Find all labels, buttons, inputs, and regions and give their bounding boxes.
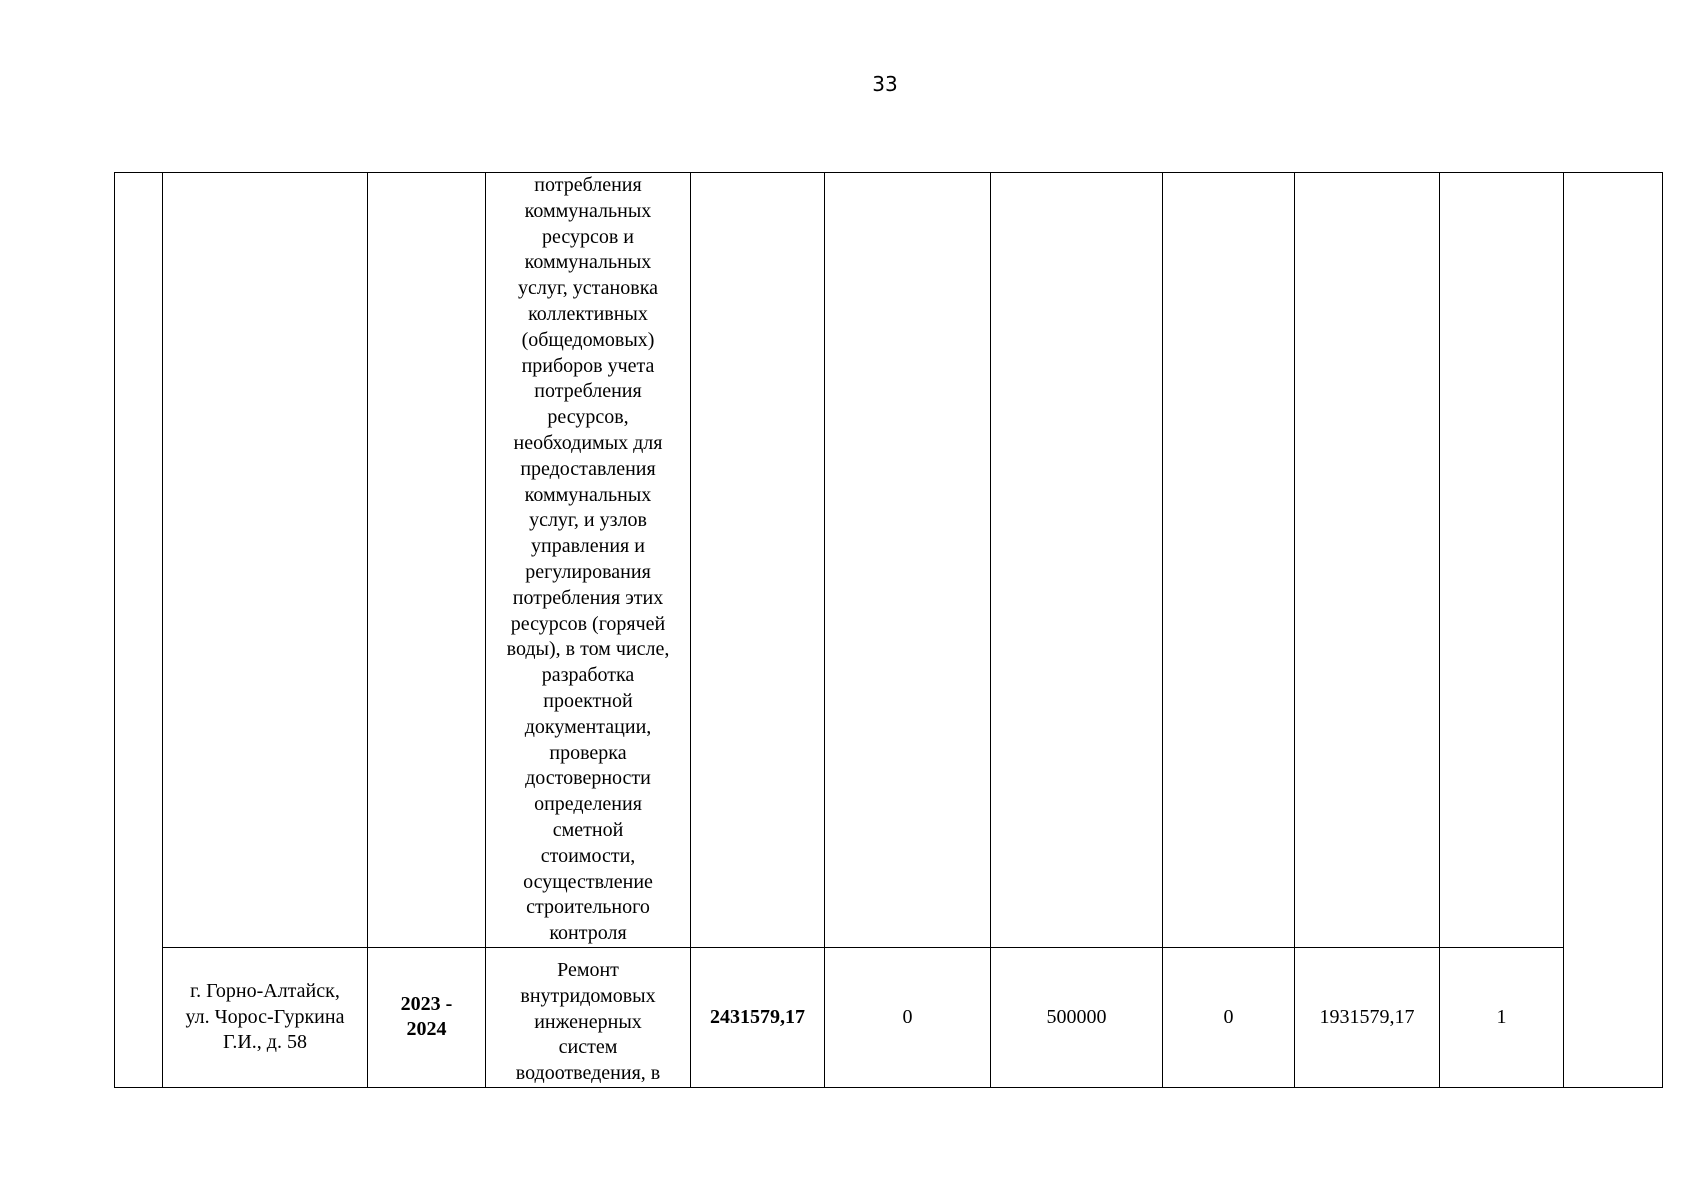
col-7-cell: 0 [1163, 947, 1295, 1087]
total-cost-cell: 2431579,17 [691, 947, 825, 1087]
col-7-cell-empty [1163, 173, 1295, 948]
col-9-cell: 1 [1440, 947, 1564, 1087]
col-9-cell-empty [1440, 173, 1564, 948]
total-cost-cell-empty [691, 173, 825, 948]
work-description-continued: потребления коммунальных ресурсов и коммунальных услуг, установка коллективных (общедомовых) приборов учета потребления ресурсов, необходимых для предоставления коммунальных услуг, и узлов управления и регулирования потребления этих ресурсов (горячей воды), в том числе, разработка проектной документации, проверка достоверности определения сметной стоимости, осуществление строительного контроля [506, 174, 670, 945]
table-row [115, 947, 1663, 1087]
work-description-cell [486, 173, 691, 948]
period-cell-empty [368, 173, 486, 948]
period-cell [368, 947, 486, 1087]
table-row-continued [115, 173, 1663, 948]
period-text: 2023 - 2024 [400, 992, 453, 1041]
col-5-cell-empty [825, 173, 991, 948]
col-6-cell-empty [991, 173, 1163, 948]
last-column-cell [1564, 173, 1663, 1088]
col-5-cell: 0 [825, 947, 991, 1087]
page-number: 33 [872, 72, 898, 96]
program-table [114, 172, 1663, 1088]
address-text: г. Горно-Алтайск, ул. Чорос-Гуркина Г.И., д. 58 [185, 979, 345, 1054]
col-6-cell: 500000 [991, 947, 1163, 1087]
index-cell [115, 173, 163, 1088]
work-description-text: Ремонт внутридомовых инженерных систем водоотведения, в [515, 958, 661, 1085]
work-description-cell [486, 947, 691, 1087]
address-cell [163, 947, 368, 1087]
col-8-cell-empty [1295, 173, 1440, 948]
address-cell-empty [163, 173, 368, 948]
col-8-cell: 1931579,17 [1295, 947, 1440, 1087]
